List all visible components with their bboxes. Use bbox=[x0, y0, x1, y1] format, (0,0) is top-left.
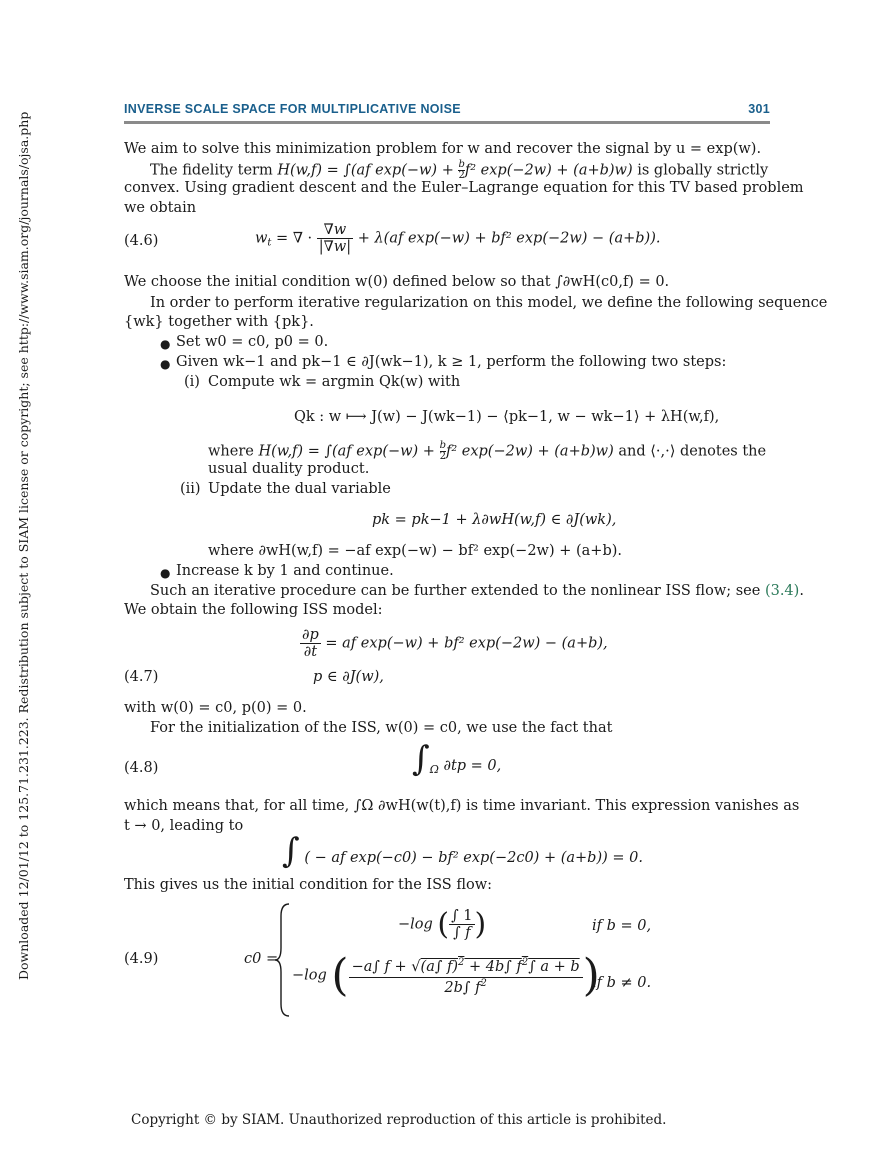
time-invariance-line-2: t → 0, leading to bbox=[124, 818, 244, 834]
iss-initial-condition-intro: This gives us the initial condition for the ISS flow: bbox=[124, 877, 493, 893]
c0-lhs: c0 = bbox=[244, 951, 279, 967]
equation-4-6: $w_t$ = ∇ · $\frac{\nabla w}{|\nabla w|}$ + λ(af exp(−w) + bf² exp(−2w) − (a+b)). bbox=[255, 222, 661, 255]
fidelity-line-3: we obtain bbox=[124, 200, 197, 216]
bullet-set-initial: Set w0 = c0, p0 = 0. bbox=[176, 334, 329, 350]
equation-number-4-9: (4.9) bbox=[124, 951, 159, 967]
integral-sign: ∫ bbox=[412, 739, 430, 779]
equation-4-7-line-2: p ∈ ∂J(w), bbox=[313, 669, 384, 685]
bullet-marker: ● bbox=[160, 566, 171, 580]
gradient-fraction: $\frac{\nabla w}{|\nabla w|}$ bbox=[318, 222, 352, 255]
ratio-fraction: $\frac{\int 1}{\int f}$ bbox=[451, 908, 473, 941]
step-i-where-line-2: usual duality product. bbox=[208, 461, 370, 477]
equation-4-8: $\int_\Omega$ ∂tp = 0, bbox=[412, 739, 502, 779]
sequence-line-1: In order to perform iterative regularization on this model, we define the following sequence bbox=[150, 295, 828, 311]
iss-extension-line-1: Such an iterative procedure can be further extended to the nonlinear ISS flow; see (3.4). bbox=[150, 583, 804, 599]
step-i-label: (i) bbox=[184, 374, 200, 390]
equation-link-3-4[interactable]: (3.4) bbox=[764, 583, 800, 599]
sequence-line-2: {wk} together with {pk}. bbox=[124, 314, 314, 330]
bullet-marker: ● bbox=[160, 357, 171, 371]
half-b-fraction: $\frac{b}{2}$ bbox=[458, 159, 465, 181]
dp-dt-fraction: $\frac{\partial p}{\partial t}$ bbox=[302, 627, 319, 660]
case-1-expression: −log ( $\frac{\int 1}{\int f}$ ) bbox=[398, 907, 487, 942]
limit-equation: ∫ ( − af exp(−c0) − bf² exp(−2c0) + (a+b)) = 0. bbox=[282, 831, 643, 871]
left-brace bbox=[274, 902, 294, 1018]
step-ii-text: Update the dual variable bbox=[208, 481, 391, 497]
equation-number-4-7: (4.7) bbox=[124, 669, 159, 685]
copyright-footer: Copyright © by SIAM. Unauthorized reproduction of this article is prohibited. bbox=[131, 1112, 667, 1128]
bullet-increase-k: Increase k by 1 and continue. bbox=[176, 563, 394, 579]
pk-update: pk = pk−1 + λ∂wH(w,f) ∈ ∂J(wk), bbox=[372, 512, 617, 528]
header-rule bbox=[124, 121, 770, 124]
iss-initial-values: with w(0) = c0, p(0) = 0. bbox=[124, 700, 307, 716]
bullet-given-step: Given wk−1 and pk−1 ∈ ∂J(wk−1), k ≥ 1, perform the following two steps: bbox=[176, 354, 727, 370]
step-ii-label: (ii) bbox=[180, 481, 201, 497]
case-2-condition: if b ≠ 0. bbox=[592, 975, 652, 991]
case-brace bbox=[274, 902, 294, 1022]
iss-extension-line-2: We obtain the following ISS model: bbox=[124, 602, 383, 618]
initial-condition-sentence: We choose the initial condition w(0) defined below so that ∫∂wH(c0,f) = 0. bbox=[124, 274, 670, 290]
step-i-where: where H(w,f) = ∫(af exp(−w) + $\frac{b}{2}f^2$ exp(−2w) + (a+b)w) and ⟨·,·⟩ denotes the bbox=[208, 440, 767, 462]
bullet-marker: ● bbox=[160, 337, 171, 351]
running-title: INVERSE SCALE SPACE FOR MULTIPLICATIVE NOISE bbox=[124, 102, 461, 116]
iss-initialization-sentence: For the initialization of the ISS, w(0) = c0, we use the fact that bbox=[150, 720, 613, 736]
download-note: Downloaded 12/01/12 to 125.71.231.223. Redistribution subject to SIAM license or copyright; see http://www.siam.org/journals/ojsa.php bbox=[16, 111, 31, 980]
equation-4-7-line-1: $\frac{\partial p}{\partial t}$ = af exp(−w) + bf² exp(−2w) − (a+b), bbox=[302, 627, 608, 660]
running-header bbox=[124, 102, 770, 116]
quadratic-root-fraction: $\frac{-a\int f + √(a\int f)^2 + 4b\int f^2\int a + b}{2b\int f^2}$ bbox=[349, 955, 583, 996]
paragraph-intro: We aim to solve this minimization problem for w and recover the signal by u = exp(w). bbox=[124, 141, 762, 157]
page-number: 301 bbox=[748, 102, 770, 116]
fidelity-H-def: H(w,f) = ∫(af exp(−w) + bbox=[277, 162, 459, 179]
equation-number-4-6: (4.6) bbox=[124, 233, 159, 249]
step-ii-where: where ∂wH(w,f) = −af exp(−w) − bf² exp(−2w) + (a+b). bbox=[208, 543, 622, 559]
time-invariance-line-1: which means that, for all time, ∫Ω ∂wH(w(t),f) is time invariant. This expression vanishes as bbox=[124, 798, 800, 814]
fidelity-line-2: convex. Using gradient descent and the Euler–Lagrange equation for this TV based problem bbox=[124, 180, 804, 196]
fidelity-line-1: The fidelity term H(w,f) = ∫(af exp(−w) + $\frac{b}{2}f^2$ exp(−2w) + (a+b)w) is globally strictly bbox=[150, 159, 769, 181]
equation-number-4-8: (4.8) bbox=[124, 760, 159, 776]
case-2-expression: −log ( $\frac{-a\int f + √(a\int f)^2 + 4b\int f^2\int a + b}{2b\int f^2}$ ) bbox=[292, 950, 600, 1001]
step-i-text: Compute wk = argmin Qk(w) with bbox=[208, 374, 461, 390]
integral-sign: ∫ bbox=[282, 831, 300, 871]
case-1-condition: if b = 0, bbox=[592, 918, 652, 934]
Qk-definition: Qk : w ⟼ J(w) − J(wk−1) − ⟨pk−1, w − wk−1⟩ + λH(w,f), bbox=[294, 409, 720, 425]
